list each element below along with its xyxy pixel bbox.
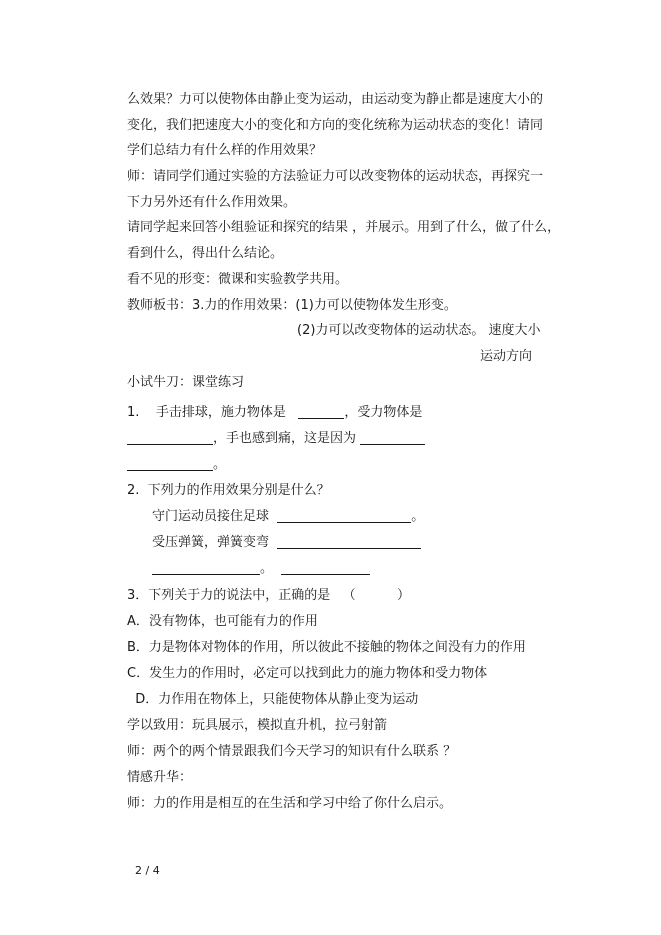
text-line bbox=[127, 400, 661, 426]
text-run: 。 bbox=[213, 457, 227, 473]
text-run: 看到什么，得出什么结论。 bbox=[127, 246, 284, 262]
text-run: A．没有物体，也可能有力的作用 bbox=[127, 613, 318, 629]
text-line bbox=[127, 791, 661, 817]
fill-in-blank bbox=[152, 561, 260, 575]
fill-in-blank bbox=[127, 457, 213, 471]
text-line bbox=[127, 609, 661, 635]
text-run: C．发生力的作用时，必定可以找到此力的施力物体和受力物体 bbox=[127, 665, 488, 681]
text-line bbox=[127, 478, 661, 504]
text-run: ，手也感到痛，这是因为 bbox=[213, 430, 361, 446]
text-line bbox=[127, 164, 661, 190]
text-run: 。 bbox=[260, 561, 282, 577]
text-line bbox=[127, 661, 661, 687]
fill-in-blank bbox=[277, 509, 411, 523]
text-line bbox=[127, 293, 661, 319]
fill-in-blank bbox=[277, 535, 421, 549]
text-run: 么效果？力可以使物体由静止变为运动，由运动变为静止都是速度大小的 bbox=[127, 92, 544, 107]
text-run: 教师板书：3.力的作用效果：(1)力可以使物体发生形变。 bbox=[127, 297, 457, 313]
document-section-narrative bbox=[127, 87, 661, 395]
text-line bbox=[127, 426, 661, 452]
text-run: D．力作用在物体上，只能使物体从静止变为运动 bbox=[127, 691, 419, 707]
text-line bbox=[127, 713, 661, 739]
document-body bbox=[127, 87, 661, 817]
text-line bbox=[127, 113, 661, 139]
text-line bbox=[127, 556, 661, 582]
text-line bbox=[127, 370, 661, 396]
text-run: 学以致用：玩具展示，模拟直升机，拉弓射箭 bbox=[127, 717, 388, 733]
text-run: 师：力的作用是相互的在生活和学习中给了你什么启示。 bbox=[127, 796, 453, 812]
text-line bbox=[127, 215, 661, 241]
text-line bbox=[127, 344, 661, 370]
text-run: 下力另外还有什么作用效果。 bbox=[127, 194, 297, 210]
text-line bbox=[127, 267, 661, 293]
text-run: 学们总结力有什么样的作用效果？ bbox=[127, 143, 323, 159]
text-line bbox=[127, 765, 661, 791]
text-line bbox=[127, 687, 661, 713]
text-run: ，受力物体是 bbox=[344, 404, 423, 420]
text-line bbox=[127, 87, 661, 113]
text-run: 2. 下列力的作用效果分别是什么？ bbox=[127, 483, 330, 499]
text-run: 情感升华： bbox=[127, 770, 193, 786]
text-run: 看不见的形变：微课和实验教学共用。 bbox=[127, 271, 349, 287]
text-line bbox=[127, 241, 661, 267]
text-line bbox=[127, 138, 661, 164]
text-run: (2)力可以改变物体的运动状态。 速度大小 bbox=[297, 323, 541, 339]
text-line bbox=[127, 452, 661, 478]
text-line bbox=[127, 583, 661, 609]
text-line bbox=[127, 190, 661, 216]
text-run: 变化，我们把速度大小的变化和方向的变化统称为运动状态的变化！请同 bbox=[127, 117, 544, 133]
fill-in-blank bbox=[281, 561, 370, 575]
text-run: 师：两个的两个情景跟我们今天学习的知识有什么联系 ？ bbox=[127, 744, 457, 760]
text-line bbox=[127, 739, 661, 765]
text-line bbox=[127, 530, 661, 556]
text-run: B．力是物体对物体的作用，所以彼此不接触的物体之间没有力的作用 bbox=[127, 639, 526, 655]
text-run: 小试牛刀：课堂练习 bbox=[127, 374, 245, 390]
text-run: 1. 手击排球，施力物体是 bbox=[127, 404, 299, 420]
text-run: 受压弹簧，弹簧变弯 bbox=[152, 535, 278, 551]
text-run: 请同学起来回答小组验证和探究的结果 ，并展示。用到了什么，做了什么， bbox=[127, 220, 561, 236]
fill-in-blank bbox=[298, 405, 344, 419]
text-line bbox=[127, 635, 661, 661]
page-number: 2 / 4 bbox=[135, 864, 160, 877]
text-line bbox=[127, 504, 661, 530]
text-line bbox=[127, 318, 661, 344]
text-run: 师：请同学们通过实验的方法验证力可以改变物体的运动状态，再探究一 bbox=[127, 169, 544, 185]
text-run: 。 bbox=[411, 509, 425, 525]
fill-in-blank bbox=[127, 431, 213, 445]
text-run: 守门运动员接住足球 bbox=[152, 509, 278, 525]
text-run: 运动方向 bbox=[480, 348, 533, 364]
document-section-exercises bbox=[127, 395, 661, 817]
text-run: 3．下列关于力的说法中，正确的是 （ ） bbox=[127, 587, 410, 603]
fill-in-blank bbox=[360, 431, 425, 445]
